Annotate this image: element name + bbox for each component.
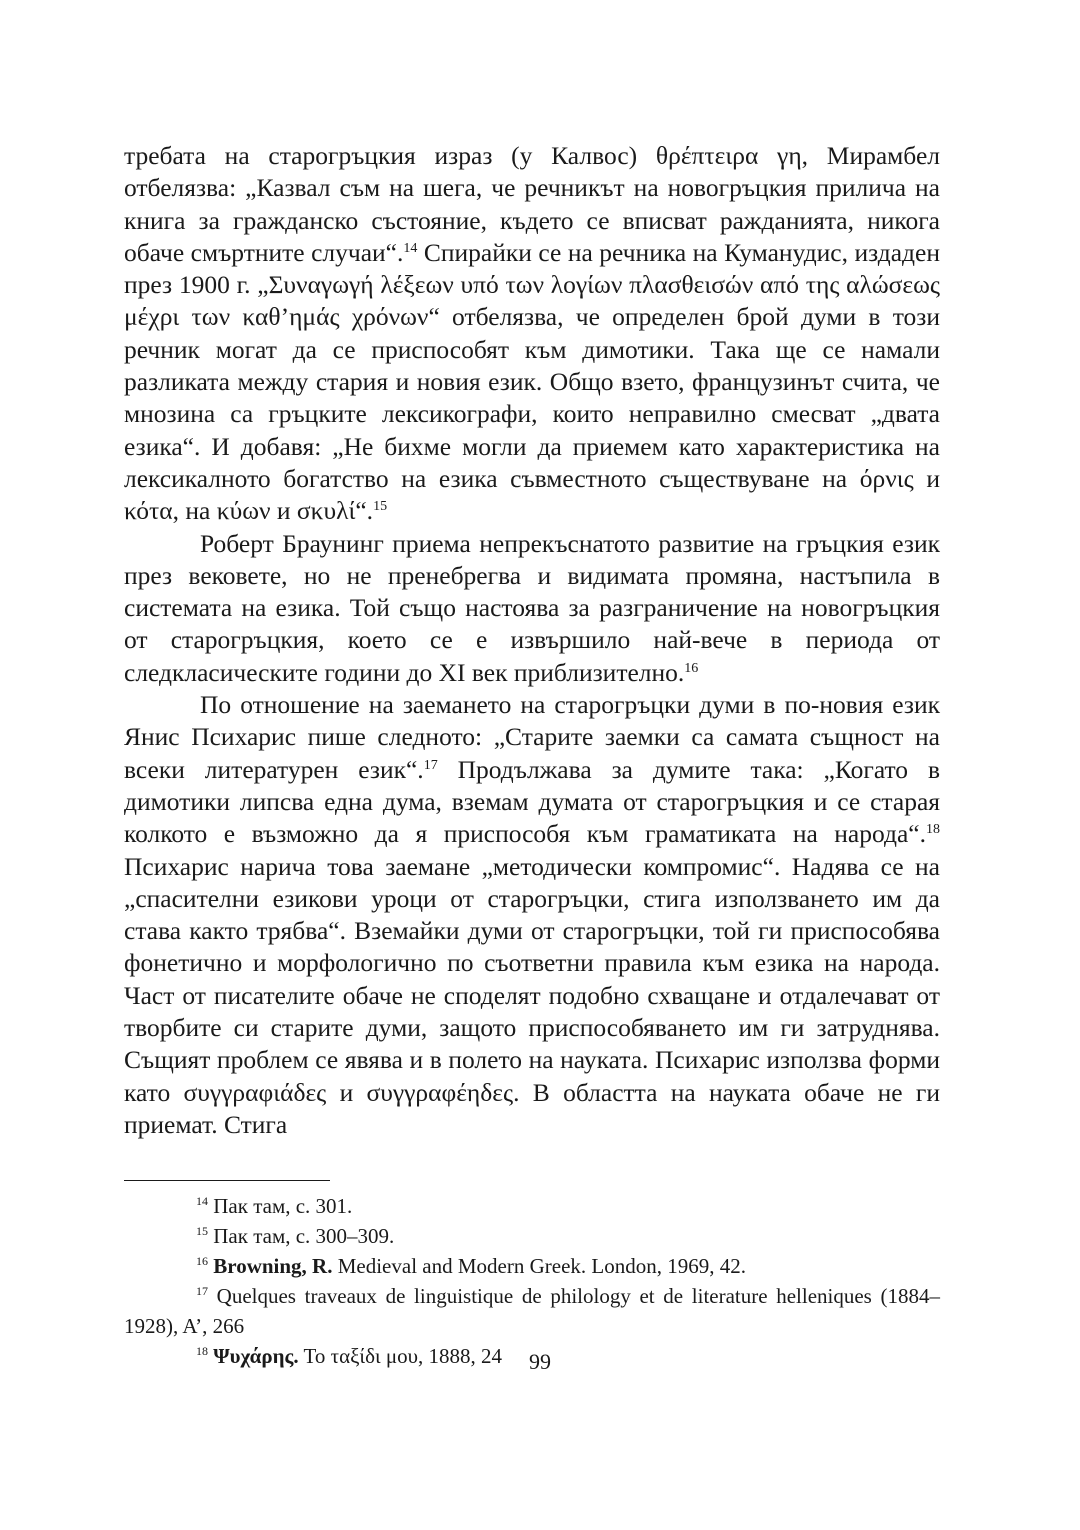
footnote-author: Ψυχάρης.	[213, 1344, 299, 1368]
paragraph-1-text-a: требата на старогръцкия израз (у Калвос) θρέπτειρα γη, Мирамбел отбелязва: „Казвал съм на шега, че речникът на новогръцкия прилича на книга за гражданско състояние, където се вписват ражданията, никога обаче смъртните случаи“.	[124, 141, 940, 267]
footnote-14	[124, 1191, 940, 1221]
paragraph-2	[124, 528, 940, 689]
footnote-number: 16	[196, 1254, 208, 1268]
footnote-number: 17	[196, 1284, 208, 1298]
paragraph-3-text-b: Продължава за думите така: „Когато в димотики липсва една дума, вземам думата от старогръцкия и се старая колкото е възможно да я приспособя към граматиката на народа“.	[124, 754, 941, 849]
footnote-text: Пак там, с. 301.	[213, 1194, 353, 1218]
paragraph-1	[124, 140, 940, 528]
footnote-separator	[124, 1180, 330, 1181]
footnote-ref-17[interactable]: 17	[423, 757, 438, 773]
page-number: 99	[529, 1349, 551, 1374]
footnote-number: 18	[196, 1344, 208, 1358]
footnote-17	[124, 1281, 940, 1341]
footnote-15	[124, 1221, 940, 1251]
paragraph-3-text-a: По отношение на заемането на старогръцки думи в по-новия език Янис Психарис пише следното: „Старите заемки са самата същност на всеки литературен език“.	[124, 690, 940, 784]
footnote-text: Medieval and Modern Greek. London, 1969, 42.	[332, 1254, 746, 1278]
footnote-text: Quelques traveaux de linguistique de philology et de literature helleniques (1884–1928), A’, 266	[124, 1284, 940, 1338]
paragraph-3	[124, 689, 940, 1141]
footnotes	[124, 1191, 940, 1371]
footnote-16	[124, 1251, 940, 1281]
footnote-number: 15	[196, 1224, 208, 1238]
footnote-ref-18[interactable]: 18	[926, 822, 940, 838]
main-text	[124, 140, 940, 1141]
footnote-author: Browning, R.	[213, 1254, 333, 1278]
footnote-number: 14	[196, 1194, 208, 1208]
footnote-ref-15[interactable]: 15	[373, 499, 388, 515]
footnote-ref-14[interactable]: 14	[403, 240, 418, 256]
footnote-text: Пак там, с. 300–309.	[213, 1224, 395, 1248]
footnote-ref-16[interactable]: 16	[684, 660, 699, 676]
paragraph-1-text-b: Спирайки се на речника на Куманудис, издаден през 1900 г. „Συναγωγή λέξεων υπό των λογίων πλασθεισών από της αλώσεως μέχρι των καθ’ημάς χρόνων“ отбелязва, че определен брой думи в този речник могат да се приспособят към димотики. Така ще се намали разликата между стария и новия език. Общо взето, французинът счита, че мнозина са гръцките лексикографи, които неправилно смесват „двата езика“. И добавя: „Не бихме могли да приемем като характеристика на лексикалното богатство на езика съвместното съществуване на όρνις и κότα, на κύων и σκυλί“.	[124, 237, 940, 526]
footnote-text: Το ταξίδι μου, 1888, 24	[298, 1344, 503, 1368]
paragraph-2-text-a: Роберт Браунинг приема непрекъснатото развитие на гръцкия език през вековете, но не пренебрегва и видимата промяна, настъпила в системата на езика. Той също настоява за разграничение на новогръцкия от старогръцкия, което се е извършило най-вече в периода от следкласическите години до XI век приблизително.	[124, 528, 940, 687]
paragraph-3-text-c: Психарис нарича това заемане „методически компромис“. Надява се на „спасителни езикови уроци от старогръцки, стига използването им да става както трябва“. Вземайки думи от старогръцки, той ги приспособява фонетично и морфологично по съответни правила към езика на народа. Част от писателите обаче не споделят подобно схващане и отдалечават от творбите си старите думи, защото приспособяването им ги затруднява. Същият проблем се явява и в полето на науката. Психарис използва форми като συγγραφιάδες и συγγραφέηδες. В областта на науката обаче не ги приемат. Стига	[124, 851, 940, 1139]
page-body	[124, 140, 940, 1141]
